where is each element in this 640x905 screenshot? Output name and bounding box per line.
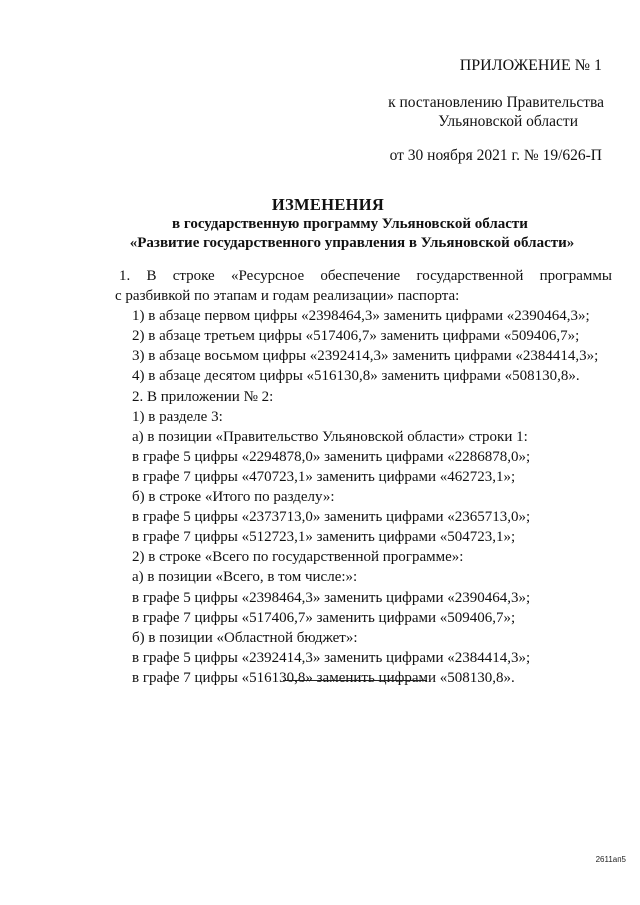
paragraph-2-1-a-column-7: в графе 7 цифры «470723,1» заменить цифрами «462723,1»;	[132, 468, 516, 485]
paragraph-2-2-a-column-7: в графе 7 цифры «517406,7» заменить цифрами «509406,7»;	[132, 609, 516, 626]
region-line: Ульяновской области	[438, 113, 578, 130]
paragraph-2-2-a: а) в позиции «Всего, в том числе:»:	[132, 569, 358, 586]
paragraph-1-line-1: 1. В строке «Ресурсное обеспечение государственной программы	[119, 268, 612, 284]
paragraph-1-item-4: 4) в абзаце десятом цифры «516130,8» заменить цифрами «508130,8».	[132, 368, 580, 385]
title-program: в государственную программу Ульяновской области	[172, 216, 528, 232]
paragraph-2-2-b-column-5: в графе 5 цифры «2392414,3» заменить цифрами «2384414,3»;	[132, 649, 531, 666]
paragraph-1-item-1: 1) в абзаце первом цифры «2398464,3» заменить цифрами «2390464,3»;	[132, 308, 590, 325]
closing-separator-line	[283, 680, 427, 681]
paragraph-2-2-b: б) в позиции «Областной бюджет»:	[132, 629, 358, 646]
paragraph-2-2-a-column-5: в графе 5 цифры «2398464,3» заменить цифрами «2390464,3»;	[132, 589, 531, 606]
resolution-line: к постановлению Правительства	[388, 94, 604, 111]
document-code: 2611ап5	[595, 855, 626, 864]
paragraph-1-item-3: 3) в абзаце восьмом цифры «2392414,3» заменить цифрами «2384414,3»;	[132, 348, 599, 365]
paragraph-2-1-b-column-7: в графе 7 цифры «512723,1» заменить цифрами «504723,1»;	[132, 529, 516, 546]
document-body	[115, 266, 612, 688]
paragraph-2-1-a: а) в позиции «Правительство Ульяновской области» строки 1:	[132, 428, 528, 445]
title-program-name: «Развитие государственного управления в Ульяновской области»	[129, 235, 575, 251]
paragraph-2-2-b-column-7: в графе 7 цифры «516130,8» заменить цифрами «508130,8».	[132, 669, 515, 686]
paragraph-1-item-2: 2) в абзаце третьем цифры «517406,7» заменить цифрами «509406,7»;	[132, 328, 580, 345]
resolution-date: от 30 ноября 2021 г. № 19/626-П	[389, 147, 602, 164]
paragraph-2-2: 2) в строке «Всего по государственной программе»:	[132, 549, 464, 566]
paragraph-2: 2. В приложении № 2:	[132, 388, 274, 405]
appendix-label: ПРИЛОЖЕНИЕ № 1	[459, 57, 602, 74]
paragraph-2-1-b: б) в строке «Итого по разделу»:	[132, 489, 335, 506]
paragraph-1-line-2: с разбивкой по этапам и годам реализации» паспорта:	[115, 288, 460, 305]
document-title: ИЗМЕНЕНИЯ	[271, 195, 385, 214]
paragraph-2-1-a-column-5: в графе 5 цифры «2294878,0» заменить цифрами «2286878,0»;	[132, 448, 531, 465]
paragraph-2-1: 1) в разделе 3:	[132, 408, 223, 425]
paragraph-2-1-b-column-5: в графе 5 цифры «2373713,0» заменить цифрами «2365713,0»;	[132, 509, 531, 526]
